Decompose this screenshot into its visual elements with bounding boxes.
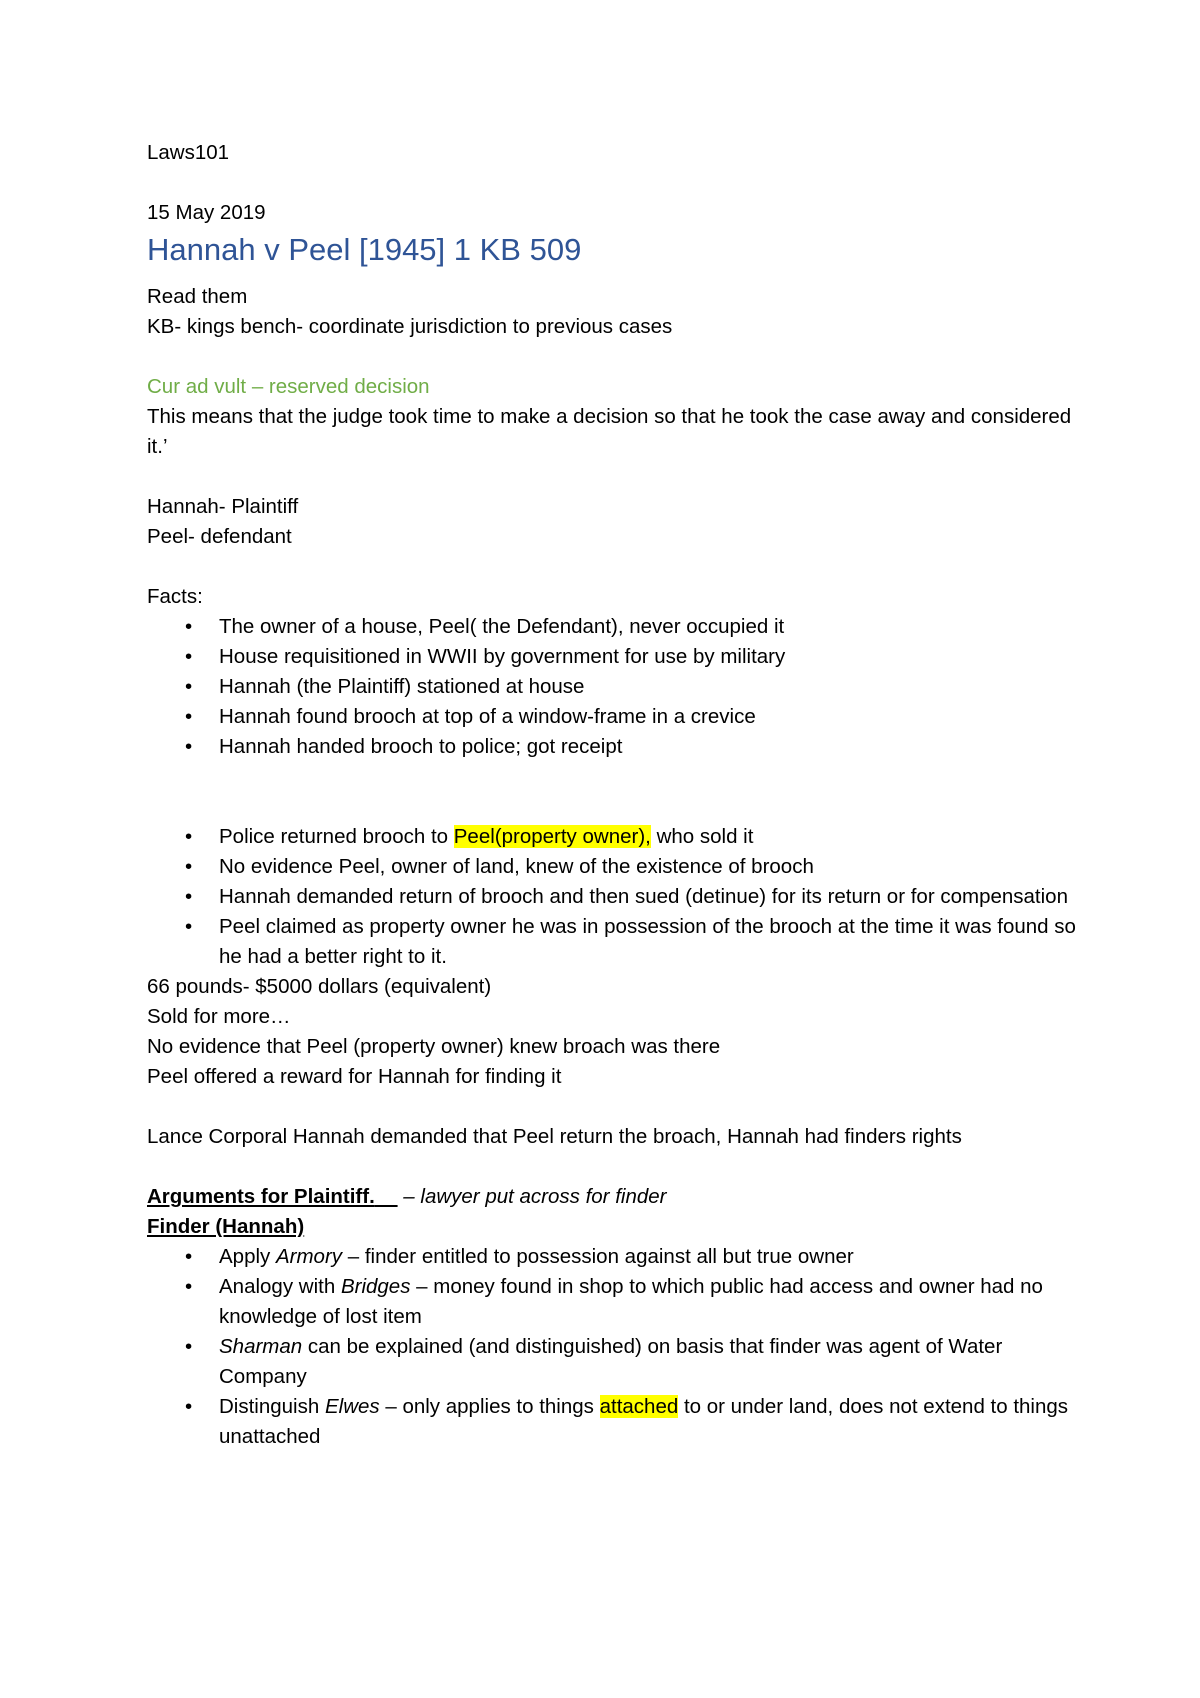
course-code: Laws101 <box>147 141 230 164</box>
argument-text: – money found in shop to which public had access and owner had no knowledge of lost item <box>219 1275 1043 1328</box>
page-title: Hannah v Peel [1945] 1 KB 509 <box>147 232 582 267</box>
party-defendant: Peel- defendant <box>147 525 292 548</box>
case-name: Bridges <box>340 1275 411 1298</box>
note-line: 66 pounds- $5000 dollars (equivalent) <box>147 975 492 998</box>
fact-text: Hannah found brooch at top of a window-frame in a crevice <box>219 705 756 728</box>
bullet-icon: • <box>185 735 193 758</box>
bullet-icon: • <box>185 675 193 698</box>
list-item <box>147 822 1077 852</box>
cur-ad-vult-heading: Cur ad vult – reserved decision <box>147 375 430 398</box>
list-item <box>147 732 1077 762</box>
list-item <box>147 672 1077 702</box>
list-item <box>147 882 1077 912</box>
party-plaintiff: Hannah- Plaintiff <box>147 495 299 518</box>
spacer <box>147 762 1077 822</box>
note-line: Peel offered a reward for Hannah for finding it <box>147 1065 562 1088</box>
bullet-icon: • <box>185 1245 193 1268</box>
cur-ad-vult-text: This means that the judge took time to make a decision so that he took the case away and considered it.’ <box>147 405 1072 458</box>
intro-line: Read them <box>147 285 248 308</box>
list-item <box>147 1332 1077 1392</box>
bullet-icon: • <box>185 615 193 638</box>
bullet-icon: • <box>185 825 193 848</box>
highlighted-text: attached <box>599 1395 679 1418</box>
intro-line: KB- kings bench- coordinate jurisdiction to previous cases <box>147 315 673 338</box>
fact-text: Peel claimed as property owner he was in possession of the brooch at the time it was found so he had a better right to it. <box>219 915 1076 968</box>
list-item <box>147 852 1077 882</box>
argument-text: to or under land, does not extend to things unattached <box>219 1395 1069 1448</box>
note-line: No evidence that Peel (property owner) knew broach was there <box>147 1035 721 1058</box>
fact-text: Hannah demanded return of brooch and then sued (detinue) for its return or for compensation <box>219 885 1068 908</box>
case-name: Sharman <box>219 1335 303 1358</box>
fact-text: The owner of a house, Peel( the Defendant), never occupied it <box>219 615 785 638</box>
bullet-icon: • <box>185 1275 193 1298</box>
bullet-icon: • <box>185 645 193 668</box>
bullet-icon: • <box>185 1335 193 1358</box>
list-item <box>147 1272 1077 1332</box>
argument-text: Apply <box>219 1245 276 1268</box>
bullet-icon: • <box>185 915 193 938</box>
highlighted-text: Peel(property owner), <box>453 825 651 848</box>
date: 15 May 2019 <box>147 201 266 224</box>
argument-text: Analogy with <box>219 1275 341 1298</box>
fact-text: Police returned brooch to <box>219 825 454 848</box>
fact-text: No evidence Peel, owner of land, knew of the existence of brooch <box>219 855 814 878</box>
facts-label: Facts: <box>147 585 203 608</box>
facts-list-continued <box>147 822 1077 972</box>
bullet-icon: • <box>185 885 193 908</box>
list-item <box>147 1242 1077 1272</box>
lance-corporal-line: Lance Corporal Hannah demanded that Peel return the broach, Hannah had finders rights <box>147 1125 962 1148</box>
underline-gap <box>375 1185 398 1208</box>
note-line: Sold for more… <box>147 1005 291 1028</box>
argument-text: can be explained (and distinguished) on basis that finder was agent of Water Company <box>219 1335 1003 1388</box>
list-item <box>147 702 1077 732</box>
list-item <box>147 612 1077 642</box>
fact-text: House requisitioned in WWII by government for use by military <box>219 645 786 668</box>
argument-text: Distinguish <box>219 1395 325 1418</box>
fact-text: who sold it <box>650 825 754 848</box>
document-body <box>147 138 1077 1452</box>
arguments-subheading: – lawyer put across for finder <box>397 1185 667 1208</box>
fact-text: Hannah handed brooch to police; got receipt <box>219 735 623 758</box>
bullet-icon: • <box>185 705 193 728</box>
facts-list <box>147 612 1077 762</box>
argument-text: – finder entitled to possession against all but true owner <box>342 1245 854 1268</box>
case-name: Armory <box>275 1245 343 1268</box>
bullet-icon: • <box>185 1395 193 1418</box>
arguments-heading-line <box>147 1182 1077 1212</box>
finder-heading-line <box>147 1212 1077 1242</box>
bullet-icon: • <box>185 855 193 878</box>
arguments-list <box>147 1242 1077 1452</box>
list-item <box>147 642 1077 672</box>
arguments-heading: Arguments for Plaintiff. <box>147 1185 375 1208</box>
list-item <box>147 912 1077 972</box>
case-name: Elwes <box>324 1395 380 1418</box>
list-item <box>147 1392 1077 1452</box>
argument-text: – only applies to things <box>379 1395 600 1418</box>
finder-heading: Finder (Hannah) <box>147 1215 305 1238</box>
fact-text: Hannah (the Plaintiff) stationed at house <box>219 675 585 698</box>
